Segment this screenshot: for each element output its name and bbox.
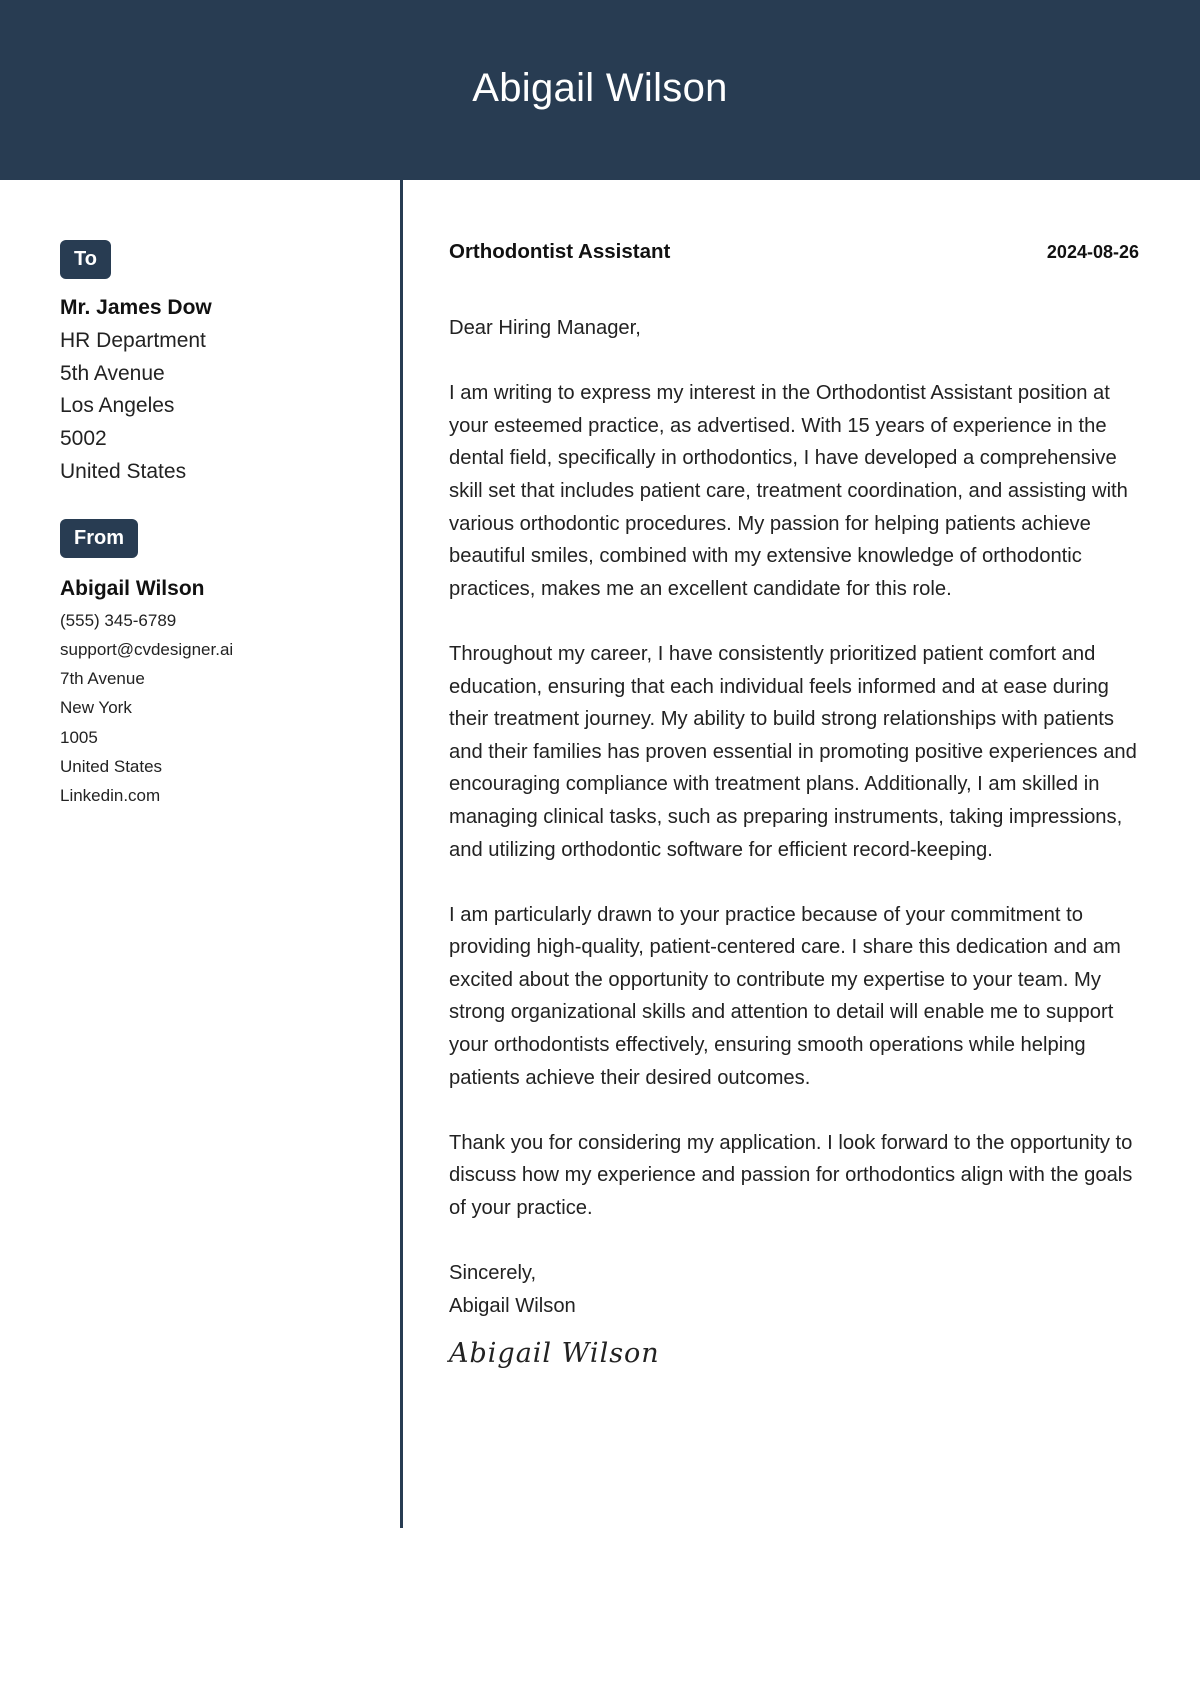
letter-greeting: Dear Hiring Manager,	[449, 317, 641, 339]
sender-name: Abigail Wilson	[60, 576, 205, 600]
letter-paragraph-1: I am writing to express my interest in the Orthodontist Assistant position at your esteemed practice, as advertised. With 15 years of experience in the dental field, specifically in orthodontics, I have developed a comprehensive skill set that includes patient care, treatment coordination, and assisting with various orthodontic procedures. My passion for helping patients achieve beautiful smiles, combined with my extensive knowledge of orthodontic practices, makes me an excellent candidate for this role.	[449, 382, 1128, 600]
sender-linkedin[interactable]: Linkedin.com	[60, 786, 161, 806]
letter-paragraph-2: Throughout my career, I have consistently prioritized patient comfort and education, ensuring that each individual feels informed and at ease during their treatment journey. My ability to build strong relationships with patients and their families has proven essential in promoting positive experiences and encouraging compliance with treatment plans. Additionally, I am skilled in managing clinical tasks, such as preparing instruments, taking impressions, and utilizing orthodontic software for efficient record-keeping.	[449, 642, 1137, 861]
sender-block	[60, 574, 380, 811]
letter-date: 2024-08-26	[1046, 242, 1139, 262]
recipient-country: United States	[60, 459, 187, 483]
sidebar	[60, 240, 380, 811]
recipient-postal-code: 5002	[60, 427, 107, 451]
recipient-name: Mr. James Dow	[60, 296, 212, 319]
sender-phone: (555) 345-6789	[60, 610, 177, 630]
sender-city: New York	[60, 698, 132, 718]
job-title: Orthodontist Assistant	[449, 240, 671, 263]
closing-phrase: Sincerely,	[449, 1262, 537, 1285]
signoff-name: Abigail Wilson	[449, 1294, 576, 1317]
recipient-department: HR Department	[60, 329, 206, 352]
letter-paragraph-4: Thank you for considering my application. I look forward to the opportunity to discuss how my experience and passion for orthodontics align with the goals of your practice.	[449, 1131, 1133, 1220]
sender-email[interactable]: support@cvdesigner.ai	[60, 639, 234, 659]
from-badge: From	[60, 519, 138, 558]
letter-heading	[449, 240, 1139, 270]
sender-country: United States	[60, 757, 163, 776]
to-badge: To	[60, 240, 111, 279]
letter-main	[449, 240, 1139, 1371]
sender-postal-code: 1005	[60, 727, 98, 747]
sender-street: 7th Avenue	[60, 669, 145, 689]
handwritten-signature: Abigail Wilson	[449, 1338, 660, 1370]
recipient-block	[60, 293, 380, 489]
column-divider	[400, 180, 403, 1528]
page-header	[0, 0, 1200, 180]
recipient-street: 5th Avenue	[60, 361, 165, 385]
header-name: Abigail Wilson	[472, 66, 728, 110]
letter-closing	[449, 1257, 1139, 1322]
letter-body	[449, 312, 1139, 1371]
letter-paragraph-3: I am particularly drawn to your practice because of your commitment to providing high-quality, patient-centered care. I share this dedication and am excited about the opportunity to contribute my expertise to your team. My strong organizational skills and attention to detail will enable me to support your orthodontists effectively, ensuring smooth operations while helping patients achieve their desired outcomes.	[449, 903, 1121, 1089]
recipient-city: Los Angeles	[60, 394, 175, 418]
